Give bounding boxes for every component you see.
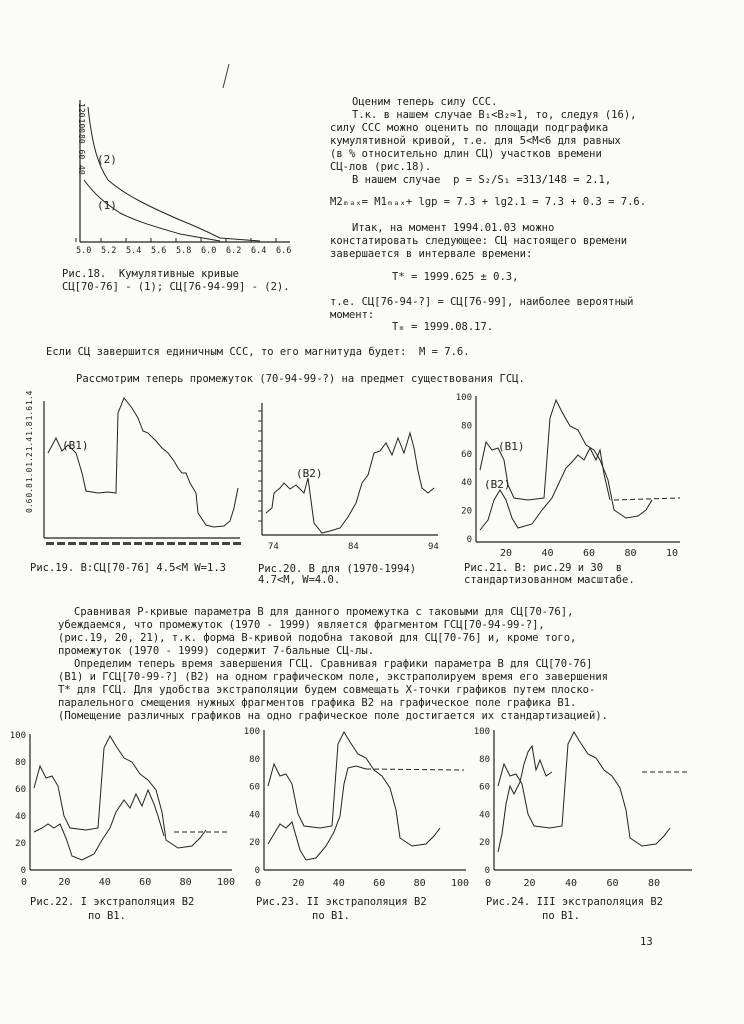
f24-yt-tick: 100 bbox=[473, 727, 490, 737]
f21-yt-tick: 80 bbox=[461, 421, 472, 432]
f23-yt-tick: 40 bbox=[249, 810, 260, 821]
fig19-x-tick bbox=[222, 542, 230, 545]
fig21-caption-line2: стандартизованном масштабе. bbox=[464, 574, 635, 586]
f21-yt-tick: 0 bbox=[466, 535, 472, 545]
f19-yt-tick: 1.0 bbox=[25, 467, 34, 483]
f24-yt-tick: 60 bbox=[479, 782, 490, 793]
fig21-dashed-line bbox=[614, 498, 680, 500]
t-star-line: T* = 1999.625 ± 0.3, bbox=[392, 271, 519, 283]
f19-yt-tick: 0.6 bbox=[25, 498, 34, 513]
f18-xt-tick: 5.2 bbox=[101, 246, 117, 256]
p1-line5: СЦ-лов (рис.18). bbox=[330, 161, 432, 173]
f18-xt-tick: 6.6 bbox=[276, 246, 292, 256]
interval-line: Рассмотрим теперь промежуток (70-94-99-?) на предмет существования ГСЦ. bbox=[76, 373, 525, 385]
fig24-chart bbox=[470, 724, 702, 890]
fig19-x-tick bbox=[101, 542, 109, 545]
fig19-chart bbox=[25, 390, 250, 555]
para2-line2: убеждаемся, что промежуток (1970 - 1999) является фрагментом ГСЦ[70-94-99-?], bbox=[58, 619, 545, 631]
f24-yt-tick: 80 bbox=[479, 754, 490, 765]
para2-line5: Определим теперь время завершения ГСЦ. Сравнивая графики параметра B для СЦ[70-76] bbox=[74, 658, 593, 670]
fig19-x-tick bbox=[233, 542, 241, 545]
f21-xt-tick: 20 bbox=[499, 548, 513, 559]
p4-line2: момент: bbox=[330, 309, 375, 321]
fig24-curve-b1 bbox=[498, 732, 670, 846]
p2-line: В нашем случае p = S₂/S₁ =313/148 = 2.1, bbox=[352, 174, 612, 186]
para2-line4: промежуток (1970 - 1999) содержит 7-бальные СЦ-лы. bbox=[58, 645, 375, 657]
f24-yt-tick: 0 bbox=[484, 866, 490, 876]
f18-xt-tick: 5.6 bbox=[151, 246, 167, 256]
fig19-curve bbox=[48, 398, 238, 527]
f18-xt-tick: 6.4 bbox=[251, 246, 267, 256]
fig19-x-tick bbox=[189, 542, 197, 545]
para2-line9: (Помещение различных графиков на одно графическое поле достигается их стандартизацией). bbox=[58, 710, 608, 722]
f18-xt-tick: 5.8 bbox=[176, 246, 192, 256]
f23-yt-tick: 20 bbox=[249, 838, 260, 849]
f23-yt-tick: 60 bbox=[249, 782, 260, 793]
f23-yt-tick: 80 bbox=[249, 754, 260, 765]
fig23-caption-line2: по B1. bbox=[312, 910, 350, 922]
f22-xt-tick: 80 bbox=[179, 877, 192, 888]
f23-yt-tick: 0 bbox=[254, 866, 260, 876]
f22-xt-tick: 100 bbox=[216, 877, 236, 888]
f23-xt-tick: 40 bbox=[332, 878, 345, 889]
f18-xt-tick: 5.4 bbox=[126, 246, 142, 256]
magnitude-line: Если СЦ завершится единичным ССС, то его магнитуда будет: M = 7.6. bbox=[46, 346, 470, 358]
fig19-x-tick bbox=[112, 542, 120, 545]
f22-yt-tick: 80 bbox=[15, 758, 26, 768]
fig19-x-tick bbox=[211, 542, 219, 545]
fig18-curve-2 bbox=[88, 107, 260, 241]
page-number: 13 bbox=[640, 936, 653, 948]
f18-xt-tick: 6.0 bbox=[201, 246, 217, 256]
fig21-chart bbox=[448, 390, 688, 562]
f18-yt-tick: 120 bbox=[77, 103, 86, 118]
fig23-caption-line1: Рис.23. II экстраполяция B2 bbox=[256, 896, 427, 908]
fig18-cumulative-chart bbox=[70, 95, 300, 260]
p1-line2: силу ССС можно оценить по площади подграфика bbox=[330, 122, 609, 134]
f22-xt-tick: 60 bbox=[139, 877, 152, 888]
para2-line6: (B1) и ГСЦ[70-99-?] (B2) на одном графическом поле, экстраполируем время его завершения bbox=[58, 671, 608, 683]
f22-xt-tick: 20 bbox=[58, 877, 71, 888]
f21-xt-tick: 80 bbox=[624, 548, 637, 559]
f22-yt-tick: 40 bbox=[15, 812, 26, 822]
f22-yt-tick: 0 bbox=[20, 866, 26, 876]
f19-yt-tick: 1.2 bbox=[25, 452, 34, 467]
fig24-caption-line1: Рис.24. III экстраполяция B2 bbox=[486, 896, 664, 908]
f18-xt-tick: 6.2 bbox=[226, 246, 242, 256]
f24-xt-tick: 20 bbox=[523, 878, 536, 889]
f23-xt-tick: 80 bbox=[413, 878, 426, 889]
fig19-x-tick bbox=[134, 542, 142, 545]
f23-yt-tick: 100 bbox=[243, 727, 260, 737]
f18-yt-tick: 40 bbox=[77, 165, 86, 175]
fig19-x-tick bbox=[123, 542, 131, 545]
fig19-caption: Рис.19. B:СЦ[70-76] 4.5<M W=1.3 bbox=[30, 562, 226, 574]
f23-xt-tick: 0 bbox=[254, 878, 262, 889]
fig21-label-b2: (B2) bbox=[484, 478, 511, 491]
fig20-curve bbox=[266, 433, 434, 533]
fig19-x-tick bbox=[145, 542, 153, 545]
f19-yt-tick: 0.8 bbox=[25, 483, 34, 498]
p3-line1: Итак, на момент 1994.01.03 можно bbox=[352, 222, 555, 234]
para2-line1: Сравнивая P-кривые параметра B для данного промежутка с таковыми для СЦ[70-76], bbox=[74, 606, 574, 618]
fig19-x-tick bbox=[178, 542, 186, 545]
fig18-label-1: (1) bbox=[97, 199, 117, 212]
f18-xt-tick: 5.0 bbox=[76, 246, 92, 256]
fig20-caption-line1: Рис.20. B для (1970-1994) bbox=[258, 563, 417, 575]
f19-yt-tick: 1.4 bbox=[25, 390, 34, 405]
p4-line1: т.е. СЦ[76-94-?] = СЦ[76-99], наиболее вероятный bbox=[330, 296, 634, 308]
p1-line3: кумулятивной кривой, т.е. для 5<M<6 для равных bbox=[330, 135, 621, 147]
fig23-dashed-line bbox=[366, 769, 464, 770]
f22-xt-tick: 40 bbox=[98, 877, 111, 888]
pen-mark bbox=[215, 62, 235, 92]
fig19-x-tick bbox=[167, 542, 175, 545]
fig19-x-tick bbox=[90, 542, 98, 545]
fig19-x-tick bbox=[79, 542, 87, 545]
fig24-caption-line2: по B1. bbox=[542, 910, 580, 922]
fig22-curve-b1 bbox=[34, 736, 206, 848]
f21-xt-tick: 10 bbox=[665, 548, 679, 559]
fig19-x-tick bbox=[156, 542, 164, 545]
f22-xt-tick: 0 bbox=[20, 877, 28, 888]
heading-line: Оценим теперь силу ССС. bbox=[352, 96, 498, 108]
f18-yt-tick: 60 bbox=[77, 149, 86, 160]
f24-yt-tick: 40 bbox=[479, 810, 490, 821]
f23-xt-tick: 100 bbox=[450, 878, 470, 889]
f22-yt-tick: 60 bbox=[15, 785, 26, 795]
fig22-curve-b2 bbox=[34, 790, 164, 860]
fig22-caption-line2: по B1. bbox=[88, 910, 126, 922]
t-m-line: Tₘ = 1999.08.17. bbox=[392, 321, 494, 333]
f21-yt-tick: 40 bbox=[461, 478, 472, 489]
f23-xt-tick: 60 bbox=[373, 878, 386, 889]
fig20-caption-line2: 4.7<M, W=4.0. bbox=[258, 574, 341, 586]
f21-yt-tick: 20 bbox=[461, 506, 472, 517]
f23-xt-tick: 20 bbox=[292, 878, 305, 889]
f20-xt-tick: 94 bbox=[428, 542, 439, 552]
fig19-x-tick bbox=[46, 542, 54, 545]
fig19-x-tick bbox=[200, 542, 208, 545]
para2-line3: (рис.19, 20, 21), т.к. форма B-кривой подобна таковой для СЦ[70-76] и, кроме того, bbox=[58, 632, 577, 644]
fig18-caption-line2: СЦ[70-76] - (1); СЦ[76-94-99] - (2). bbox=[62, 281, 290, 293]
f20-xt-tick: 74 bbox=[268, 542, 279, 552]
f21-xt-tick: 40 bbox=[541, 548, 554, 559]
p3-line2: констатировать следующее: СЦ настоящего времени bbox=[330, 235, 628, 247]
fig19-x-tick bbox=[57, 542, 65, 545]
formula-line: M2ₘₐₓ= M1ₘₐₓ+ lgp = 7.3 + lg2.1 = 7.3 + 0.3 = 7.6. bbox=[330, 196, 647, 208]
fig22-caption-line1: Рис.22. I экстраполяция B2 bbox=[30, 896, 195, 908]
fig23-curve-b2 bbox=[268, 766, 366, 860]
fig19-x-tick bbox=[68, 542, 76, 545]
fig20-label: (B2) bbox=[296, 467, 323, 480]
p1-line1: Т.к. в нашем случае B₁<B₂≈1, то, следуя (16), bbox=[352, 109, 637, 121]
f21-xt-tick: 60 bbox=[582, 548, 596, 559]
p1-line4: (в % относительно длин СЦ) участков времени bbox=[330, 148, 602, 160]
f18-yt-tick: 80 bbox=[77, 134, 86, 144]
f24-xt-tick: 60 bbox=[606, 878, 619, 889]
f18-yt-tick: 100 bbox=[77, 118, 86, 133]
f22-yt-tick: 100 bbox=[9, 731, 26, 741]
f19-yt-tick: 1.8 bbox=[25, 421, 34, 436]
para2-line7: T* для ГСЦ. Для удобства экстраполяции будем совмещать X-точки графиков путем плоско- bbox=[58, 684, 596, 696]
fig23-chart bbox=[240, 724, 472, 890]
f24-xt-tick: 0 bbox=[484, 878, 492, 889]
f24-xt-tick: 80 bbox=[647, 878, 661, 889]
fig19-label: (B1) bbox=[62, 439, 89, 452]
fig18-label-2: (2) bbox=[97, 153, 117, 166]
f19-yt-tick: 1.6 bbox=[25, 405, 34, 421]
fig21-caption-line1: Рис.21. B: рис.29 и 30 в bbox=[464, 562, 623, 574]
fig18-caption-line1: Рис.18. Кумулятивные кривые bbox=[62, 268, 240, 280]
f22-yt-tick: 20 bbox=[15, 839, 26, 849]
para2-line8: паралельного смещения нужных фрагментов графика B2 на графическое поле графика B1. bbox=[58, 697, 577, 709]
f24-xt-tick: 40 bbox=[564, 878, 578, 889]
fig22-chart bbox=[6, 728, 238, 890]
f19-yt-tick: 1.4 bbox=[25, 436, 34, 452]
f20-xt-tick: 84 bbox=[348, 542, 359, 552]
p3-line3: завершается в интервале времени: bbox=[330, 248, 533, 260]
fig21-label-b1: (B1) bbox=[498, 440, 525, 453]
f21-yt-tick: 100 bbox=[455, 393, 472, 403]
f21-yt-tick: 60 bbox=[461, 449, 472, 460]
f24-yt-tick: 20 bbox=[479, 838, 490, 849]
fig20-chart bbox=[256, 393, 446, 553]
